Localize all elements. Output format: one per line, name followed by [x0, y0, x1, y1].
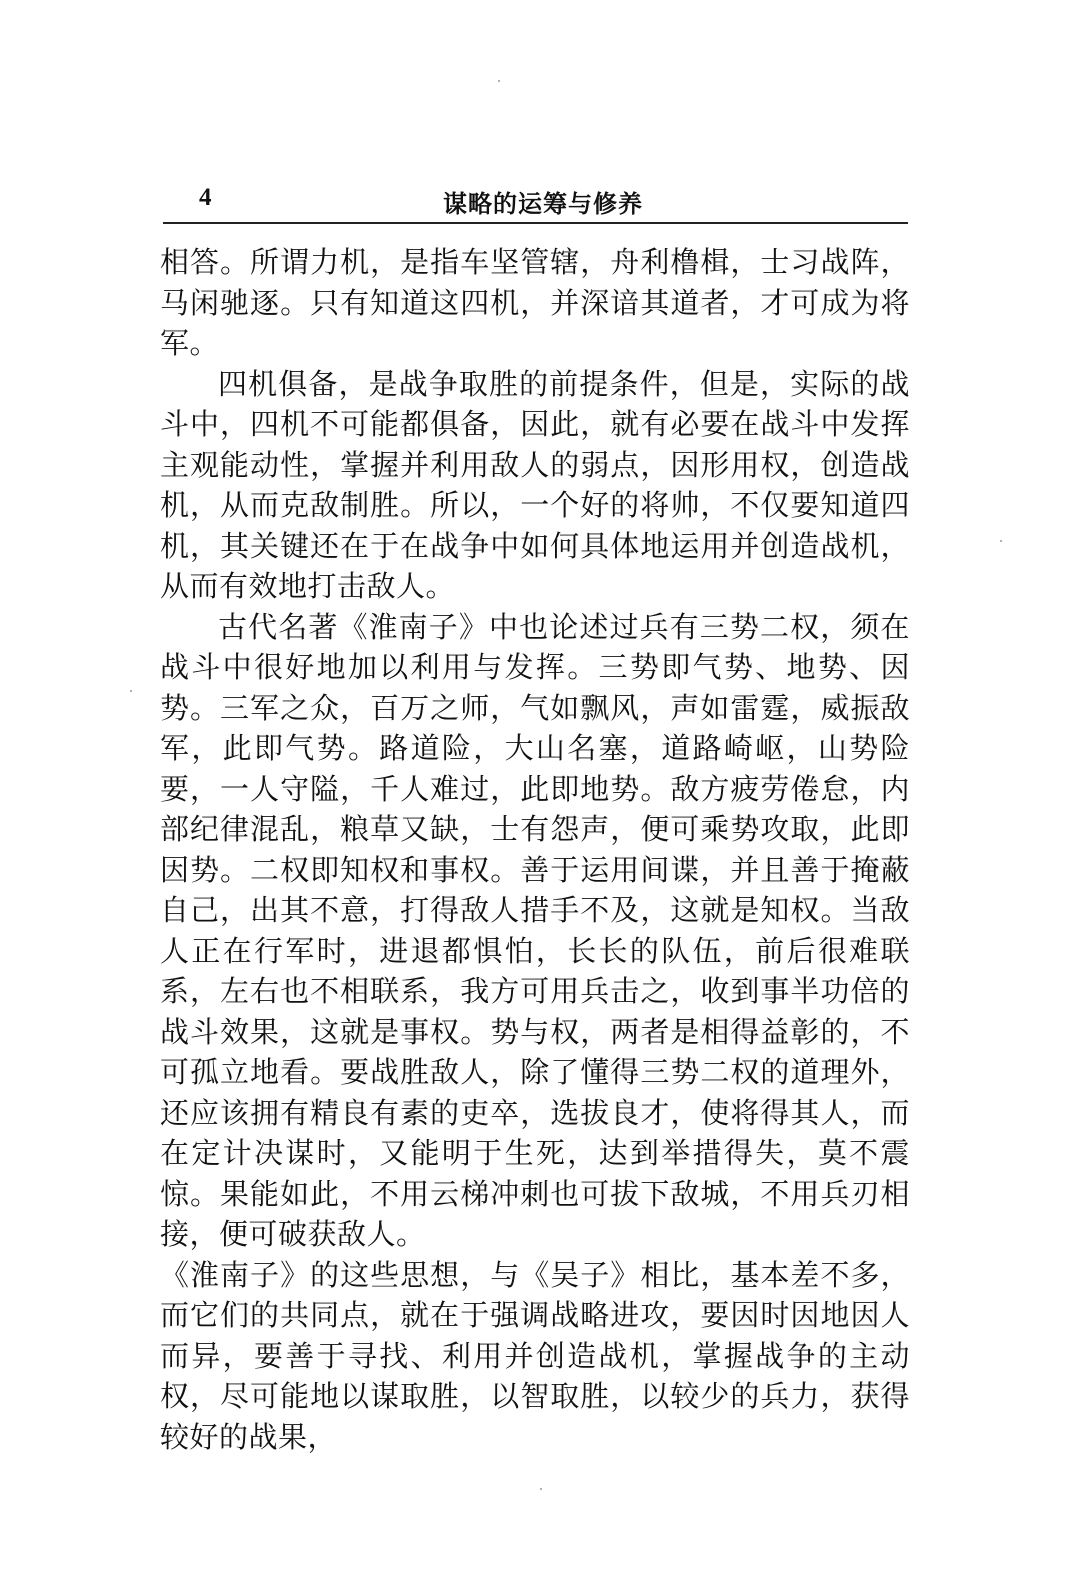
scan-speck	[130, 690, 132, 692]
scan-speck	[498, 80, 500, 82]
paragraph-continuation: 相答。所谓力机，是指车坚管辖，舟利橹楫，士习战阵，马闲驰逐。只有知道这四机，并深谙其道者，才可成为将军。	[160, 245, 910, 360]
scan-speck	[1000, 540, 1002, 542]
running-title: 谋略的运筹与修养	[443, 189, 643, 218]
header-rule	[163, 222, 908, 224]
scan-speck	[540, 1488, 542, 1490]
body-text	[160, 242, 910, 1457]
paragraph: 《淮南子》的这些思想，与《吴子》相比，基本差不多，而它们的共同点，就在于强调战略进攻，要因时因地因人而异，要善于寻找、利用并创造战机，掌握战争的主动权，尽可能地以谋取胜，以智取胜，以较少的兵力，获得较好的战果，	[160, 1257, 910, 1454]
paragraph: 四机俱备，是战争取胜的前提条件，但是，实际的战斗中，四机不可能都俱备，因此，就有必要在战斗中发挥主观能动性，掌握并利用敌人的弱点，因形用权，创造战机，从而克敌制胜。所以，一个好的将帅，不仅要知道四机，其关键还在于在战争中如何具体地运用并创造战机，从而有效地打击敌人。	[160, 366, 910, 603]
paragraph: 古代名著《淮南子》中也论述过兵有三势二权，须在战斗中很好地加以利用与发挥。三势即气势、地势、因势。三军之众，百万之师，气如飘风，声如雷霆，威振敌军，此即气势。路道险，大山名塞，道路崎岖，山势险要，一人守隘，千人难过，此即地势。敌方疲劳倦怠，内部纪律混乱，粮草又缺，士有怨声，便可乘势攻取，此即因势。二权即知权和事权。善于运用间谍，并且善于掩蔽自己，出其不意，打得敌人措手不及，这就是知权。当敌人正在行军时，进退都惧怕，长长的队伍，前后很难联系，左右也不相联系，我方可用兵击之，收到事半功倍的战斗效果，这就是事权。势与权，两者是相得益彰的，不可孤立地看。要战胜敌人，除了懂得三势二权的道理外，还应该拥有精良有素的吏卒，选拔良才，使将得其人，而在定计决谋时，又能明于生死，达到举措得失，莫不震惊。果能如此，不用云梯冲刺也可拔下敌城，不用兵刃相接，便可破获敌人。	[160, 609, 910, 1251]
page-header	[163, 178, 908, 222]
page-number: 4	[199, 184, 212, 211]
